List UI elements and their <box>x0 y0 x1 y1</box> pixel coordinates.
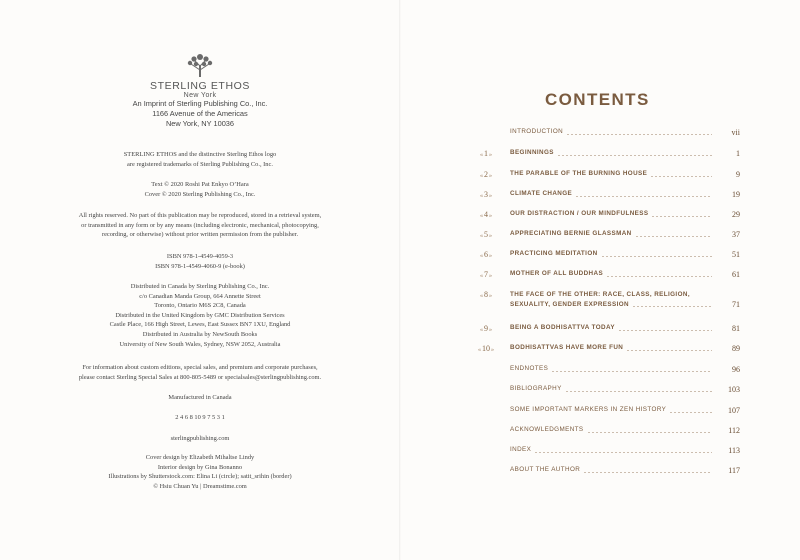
dot-leader <box>669 412 712 413</box>
isbn-line: ISBN 978-1-4549-4059-3 <box>166 253 234 260</box>
text-line: Cover design by Elizabeth Mihaltse Lindy <box>145 454 255 461</box>
ornament-left-icon: « <box>480 327 484 333</box>
page-number: 89 <box>732 344 740 353</box>
text-line: Interior design by Gina Bonanno <box>157 463 243 471</box>
trademark-notice <box>40 150 360 169</box>
toc-title: BEGINNINGS <box>510 149 554 156</box>
ornament-left-icon: « <box>478 347 482 353</box>
dot-leader <box>601 256 712 257</box>
ornament-right-icon: » <box>488 233 492 239</box>
ornament-left-icon: « <box>480 233 484 239</box>
toc-entry <box>460 170 740 182</box>
imprint-address <box>40 99 360 130</box>
page-number: 107 <box>728 406 740 415</box>
ornament-left-icon: « <box>480 173 484 179</box>
page-number: 19 <box>732 190 740 199</box>
dot-leader <box>534 452 712 453</box>
distribution-block <box>40 282 360 349</box>
toc-entry <box>460 466 740 478</box>
chapter-number-text: 9 <box>484 324 488 333</box>
toc-entry <box>460 230 740 242</box>
toc-entry <box>460 385 740 397</box>
dot-leader <box>575 196 712 197</box>
text-line: or transmitted in any form or by any means (including electronic, mechanical, photocopying, <box>81 221 319 229</box>
page-number: 103 <box>728 385 740 394</box>
publisher-logo <box>140 52 260 99</box>
toc-entry <box>460 344 740 356</box>
manufactured-line: Manufactured in Canada <box>168 394 232 401</box>
ornament-right-icon: » <box>488 293 492 299</box>
text-line: are registered trademarks of Sterling Publishing Co., Inc. <box>127 160 273 168</box>
page-number: 96 <box>732 365 740 374</box>
text-line: Distributed in Australia by NewSouth Books <box>142 330 258 338</box>
dot-leader <box>565 391 712 392</box>
rights-notice <box>40 211 360 240</box>
toc-title: BEING A BODHISATTVA TODAY <box>510 324 615 331</box>
toc-title: THE FACE OF THE OTHER: RACE, CLASS, RELIGION, SEXUALITY, GENDER EXPRESSION <box>510 291 690 308</box>
page-number: 71 <box>732 300 740 309</box>
text-line: Castle Place, 166 High Street, Lewes, East Sussex BN7 1XU, England <box>109 321 291 329</box>
chapter-number-text: 5 <box>484 230 488 239</box>
toc-title: ACKNOWLEDGMENTS <box>510 426 584 433</box>
ornament-left-icon: « <box>480 273 484 279</box>
toc-entry <box>460 406 740 418</box>
ornament-left-icon: « <box>480 293 484 299</box>
dot-leader <box>551 371 712 372</box>
chapter-number-text: 7 <box>484 270 488 279</box>
chapter-number <box>468 270 504 279</box>
ornament-right-icon: » <box>488 213 492 219</box>
page-number: 9 <box>736 170 740 179</box>
toc-entry <box>460 210 740 222</box>
ornament-left-icon: « <box>480 213 484 219</box>
page-number: 29 <box>732 210 740 219</box>
dot-leader <box>626 350 712 351</box>
ornament-right-icon: » <box>488 152 492 158</box>
ornament-left-icon: « <box>480 152 484 158</box>
dot-leader <box>566 134 712 135</box>
text-line: recording, or otherwise) without prior written permission from the publisher. <box>101 231 299 239</box>
print-line: 2 4 6 8 10 9 7 5 3 1 <box>175 414 225 421</box>
dot-leader <box>606 276 712 277</box>
isbn-line: ISBN 978-1-4549-4060-9 (e-book) <box>155 262 245 270</box>
copyright-notice <box>40 180 360 199</box>
toc-title: MOTHER OF ALL BUDDHAS <box>510 270 604 277</box>
toc-title: ABOUT THE AUTHOR <box>510 466 581 473</box>
text-line: Distributed in Canada by Sterling Publishing Co., Inc. <box>130 283 270 290</box>
text-line: Distributed in the United Kingdom by GMC Distribution Services <box>115 311 285 319</box>
toc-title: OUR DISTRACTION / OUR MINDFULNESS <box>510 210 649 217</box>
text-line: Illustrations by Shutterstock.com: Elina Li (circle); satit_srihin (border) <box>108 473 292 481</box>
page-number: 37 <box>732 230 740 239</box>
ornament-right-icon: » <box>488 253 492 259</box>
chapter-number-text: 3 <box>484 190 488 199</box>
design-credits <box>40 453 360 491</box>
contents-page <box>460 0 780 560</box>
toc-title: BODHISATTVAS HAVE MORE FUN <box>510 344 624 351</box>
page-number: 81 <box>732 324 740 333</box>
toc-entry <box>460 190 740 202</box>
dot-leader <box>651 216 712 217</box>
chapter-number <box>468 344 504 353</box>
copyright-page <box>40 0 360 560</box>
toc-title: INTRODUCTION <box>510 128 564 135</box>
chapter-number-text: 4 <box>484 210 488 219</box>
chapter-number-text: 8 <box>484 290 488 299</box>
text-line: Text © 2020 Roshi Pat Enkyo O’Hara <box>151 181 249 188</box>
publisher-website: sterlingpublishing.com <box>170 435 230 442</box>
ornament-right-icon: » <box>490 347 494 353</box>
chapter-number <box>468 210 504 219</box>
dot-leader <box>618 330 712 331</box>
text-line: University of New South Wales, Sydney, NSW 2052, Australia <box>119 340 281 348</box>
contents-title: CONTENTS <box>545 90 650 109</box>
toc-title: SOME IMPORTANT MARKERS IN ZEN HISTORY <box>510 406 667 413</box>
tree-icon <box>185 52 215 78</box>
ornament-right-icon: » <box>488 173 492 179</box>
text-line: c/o Canadian Manda Group, 664 Annette Street <box>139 292 261 300</box>
chapter-number <box>468 324 504 333</box>
toc-entry <box>460 250 740 262</box>
chapter-number <box>468 170 504 179</box>
dot-leader <box>635 236 712 237</box>
toc-title: THE PARABLE OF THE BURNING HOUSE <box>510 170 648 177</box>
logo-name: STERLING ETHOS <box>150 80 250 92</box>
page-number: 61 <box>732 270 740 279</box>
special-sales-info <box>40 363 360 382</box>
ornament-left-icon: « <box>480 193 484 199</box>
toc-entry <box>460 270 740 282</box>
ornament-right-icon: » <box>488 193 492 199</box>
toc-entry <box>460 446 740 458</box>
chapter-number-text: 2 <box>484 170 488 179</box>
chapter-number <box>468 290 504 299</box>
dot-leader <box>650 176 712 177</box>
toc-entry <box>460 324 740 336</box>
chapter-number <box>468 230 504 239</box>
dot-leader <box>587 432 712 433</box>
text-line: Cover © 2020 Sterling Publishing Co., Inc. <box>144 190 256 198</box>
dot-leader <box>632 306 712 307</box>
page-number: 112 <box>728 426 740 435</box>
toc-entry <box>460 290 740 309</box>
toc-entry <box>460 426 740 438</box>
page-number: vii <box>731 128 740 137</box>
imprint-line: 1166 Avenue of the Americas <box>152 109 248 119</box>
toc-entry <box>460 365 740 377</box>
page-gutter <box>399 0 401 560</box>
toc-title: ENDNOTES <box>510 365 549 372</box>
page-number: 117 <box>728 466 740 475</box>
chapter-number-text: 1 <box>484 149 488 158</box>
toc-title: APPRECIATING BERNIE GLASSMAN <box>510 230 632 237</box>
toc-entry <box>460 149 740 161</box>
toc-title: INDEX <box>510 446 532 453</box>
toc-entry <box>460 128 740 140</box>
text-line: Toronto, Ontario M6S 2C8, Canada <box>154 302 246 310</box>
page-number: 1 <box>736 149 740 158</box>
chapter-number <box>468 190 504 199</box>
text-line: © Hsiu Chuan Yu | Dreamstime.com <box>153 482 247 490</box>
ornament-left-icon: « <box>480 253 484 259</box>
chapter-number-text: 10 <box>482 344 490 353</box>
text-line: STERLING ETHOS and the distinctive Sterling Ethos logo <box>123 151 277 158</box>
chapter-number <box>468 250 504 259</box>
imprint-line: New York, NY 10036 <box>165 119 235 129</box>
logo-city: New York <box>183 92 217 99</box>
dot-leader <box>557 155 712 156</box>
dot-leader <box>583 472 712 473</box>
text-line: please contact Sterling Special Sales at 800-805-5489 or specialsales@sterlingpublishing.com. <box>78 373 322 381</box>
chapter-number-text: 6 <box>484 250 488 259</box>
page-number: 113 <box>728 446 740 455</box>
isbn-block <box>40 252 360 271</box>
ornament-right-icon: » <box>488 327 492 333</box>
text-line: For information about custom editions, special sales, and premium and corporate purchases, <box>82 364 318 371</box>
imprint-line: An Imprint of Sterling Publishing Co., Inc. <box>132 99 268 108</box>
chapter-number <box>468 149 504 158</box>
toc-title: CLIMATE CHANGE <box>510 190 573 197</box>
ornament-right-icon: » <box>488 273 492 279</box>
toc-title: BIBLIOGRAPHY <box>510 385 562 392</box>
page-number: 51 <box>732 250 740 259</box>
toc-title: PRACTICING MEDITATION <box>510 250 598 257</box>
text-line: All rights reserved. No part of this publication may be reproduced, stored in a retrieval system, <box>78 212 322 219</box>
